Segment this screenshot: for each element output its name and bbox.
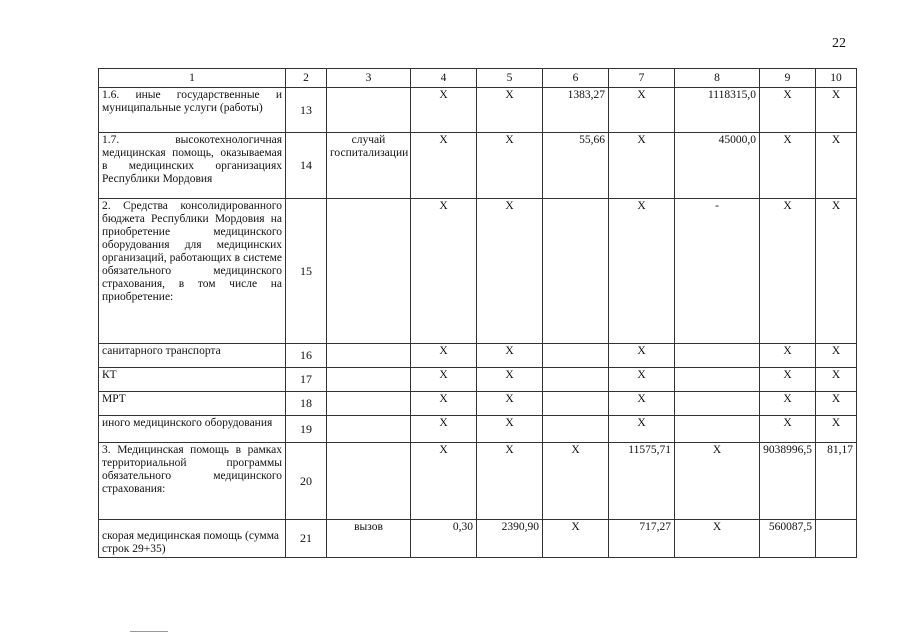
table-row <box>99 520 857 558</box>
cell: X <box>816 199 857 344</box>
cell <box>816 520 857 558</box>
cell <box>675 416 760 443</box>
row-number: 21 <box>286 520 327 558</box>
cell: 560087,5 <box>760 520 816 558</box>
cell: X <box>411 443 477 520</box>
cell: 55,66 <box>543 133 609 199</box>
cell: X <box>609 416 675 443</box>
row-number: 15 <box>286 199 327 344</box>
row-number: 16 <box>286 344 327 368</box>
cell: X <box>760 344 816 368</box>
table-row <box>99 392 857 416</box>
cell: X <box>816 344 857 368</box>
cell: 717,27 <box>609 520 675 558</box>
cell <box>675 368 760 392</box>
table-row <box>99 88 857 133</box>
cell <box>543 199 609 344</box>
row-number: 18 <box>286 392 327 416</box>
cell: X <box>477 199 543 344</box>
cell: 2390,90 <box>477 520 543 558</box>
cell: X <box>609 392 675 416</box>
cell <box>675 344 760 368</box>
cell <box>543 392 609 416</box>
cell: X <box>760 416 816 443</box>
table-row <box>99 416 857 443</box>
unit-cell <box>327 88 411 133</box>
cell: 45000,0 <box>675 133 760 199</box>
header-cell: 1 <box>99 69 286 88</box>
unit-cell <box>327 368 411 392</box>
cell: X <box>543 443 609 520</box>
cell: X <box>675 520 760 558</box>
cell: 0,30 <box>411 520 477 558</box>
cell: X <box>760 368 816 392</box>
cell: X <box>609 133 675 199</box>
cell: X <box>411 199 477 344</box>
cell: X <box>816 392 857 416</box>
cell <box>543 416 609 443</box>
header-cell: 9 <box>760 69 816 88</box>
unit-cell: вызов <box>327 520 411 558</box>
row-name: 3. Медицинская помощь в рамках территориальной программы обязательного медицинского страхования: <box>99 443 286 520</box>
cell: 1383,27 <box>543 88 609 133</box>
row-name: скорая медицинская помощь (сумма строк 29+35) <box>99 520 286 558</box>
table-row <box>99 344 857 368</box>
cell: X <box>477 344 543 368</box>
cell: X <box>816 416 857 443</box>
row-name: 2. Средства консолидированного бюджета Республики Мордовия на приобретение медицинского оборудования для медицинских организаций, работающих в системе обязательного медицинского страхования, в том числе на приобретение: <box>99 199 286 344</box>
table-header-row <box>99 69 857 88</box>
cell: X <box>816 368 857 392</box>
row-name: 1.6. иные государственные и муниципальные услуги (работы) <box>99 88 286 133</box>
row-number: 19 <box>286 416 327 443</box>
cell <box>543 344 609 368</box>
cell: X <box>609 368 675 392</box>
cell: X <box>609 344 675 368</box>
cell: X <box>411 133 477 199</box>
row-number: 14 <box>286 133 327 199</box>
cell: X <box>477 392 543 416</box>
cell: X <box>411 88 477 133</box>
cell: X <box>477 133 543 199</box>
header-cell: 2 <box>286 69 327 88</box>
cell: X <box>477 368 543 392</box>
scan-artifact <box>130 631 168 632</box>
cell: X <box>816 88 857 133</box>
row-name: иного медицинского оборудования <box>99 416 286 443</box>
row-number: 20 <box>286 443 327 520</box>
row-number: 13 <box>286 88 327 133</box>
cell: X <box>760 392 816 416</box>
table-row <box>99 133 857 199</box>
cell: X <box>411 344 477 368</box>
cell: X <box>477 88 543 133</box>
header-cell: 10 <box>816 69 857 88</box>
cell: X <box>609 199 675 344</box>
header-cell: 4 <box>411 69 477 88</box>
table-row <box>99 199 857 344</box>
row-name: КТ <box>99 368 286 392</box>
cell: 11575,71 <box>609 443 675 520</box>
cell: 1118315,0 <box>675 88 760 133</box>
cell <box>675 392 760 416</box>
cell: X <box>609 88 675 133</box>
row-number: 17 <box>286 368 327 392</box>
header-cell: 6 <box>543 69 609 88</box>
cell: X <box>477 443 543 520</box>
header-cell: 3 <box>327 69 411 88</box>
cell: X <box>760 88 816 133</box>
cell: X <box>816 133 857 199</box>
cell: X <box>411 392 477 416</box>
unit-cell <box>327 416 411 443</box>
cell: X <box>411 416 477 443</box>
cell: X <box>675 443 760 520</box>
budget-table <box>98 68 857 558</box>
unit-cell <box>327 344 411 368</box>
unit-cell <box>327 392 411 416</box>
row-name: 1.7. высокотехнологичная медицинская помощь, оказываемая в медицинских организациях Республики Мордовия <box>99 133 286 199</box>
header-cell: 8 <box>675 69 760 88</box>
cell: X <box>411 368 477 392</box>
header-cell: 7 <box>609 69 675 88</box>
row-name: МРТ <box>99 392 286 416</box>
cell: - <box>675 199 760 344</box>
cell: 81,17 <box>816 443 857 520</box>
unit-cell <box>327 199 411 344</box>
cell <box>543 368 609 392</box>
row-name: санитарного транспорта <box>99 344 286 368</box>
cell: X <box>477 416 543 443</box>
table-row <box>99 368 857 392</box>
page-number: 22 <box>832 36 846 51</box>
cell: X <box>760 133 816 199</box>
cell: X <box>543 520 609 558</box>
unit-cell: случай госпитализации <box>327 133 411 199</box>
cell: 9038996,5 <box>760 443 816 520</box>
table-row <box>99 443 857 520</box>
header-cell: 5 <box>477 69 543 88</box>
cell: X <box>760 199 816 344</box>
unit-cell <box>327 443 411 520</box>
